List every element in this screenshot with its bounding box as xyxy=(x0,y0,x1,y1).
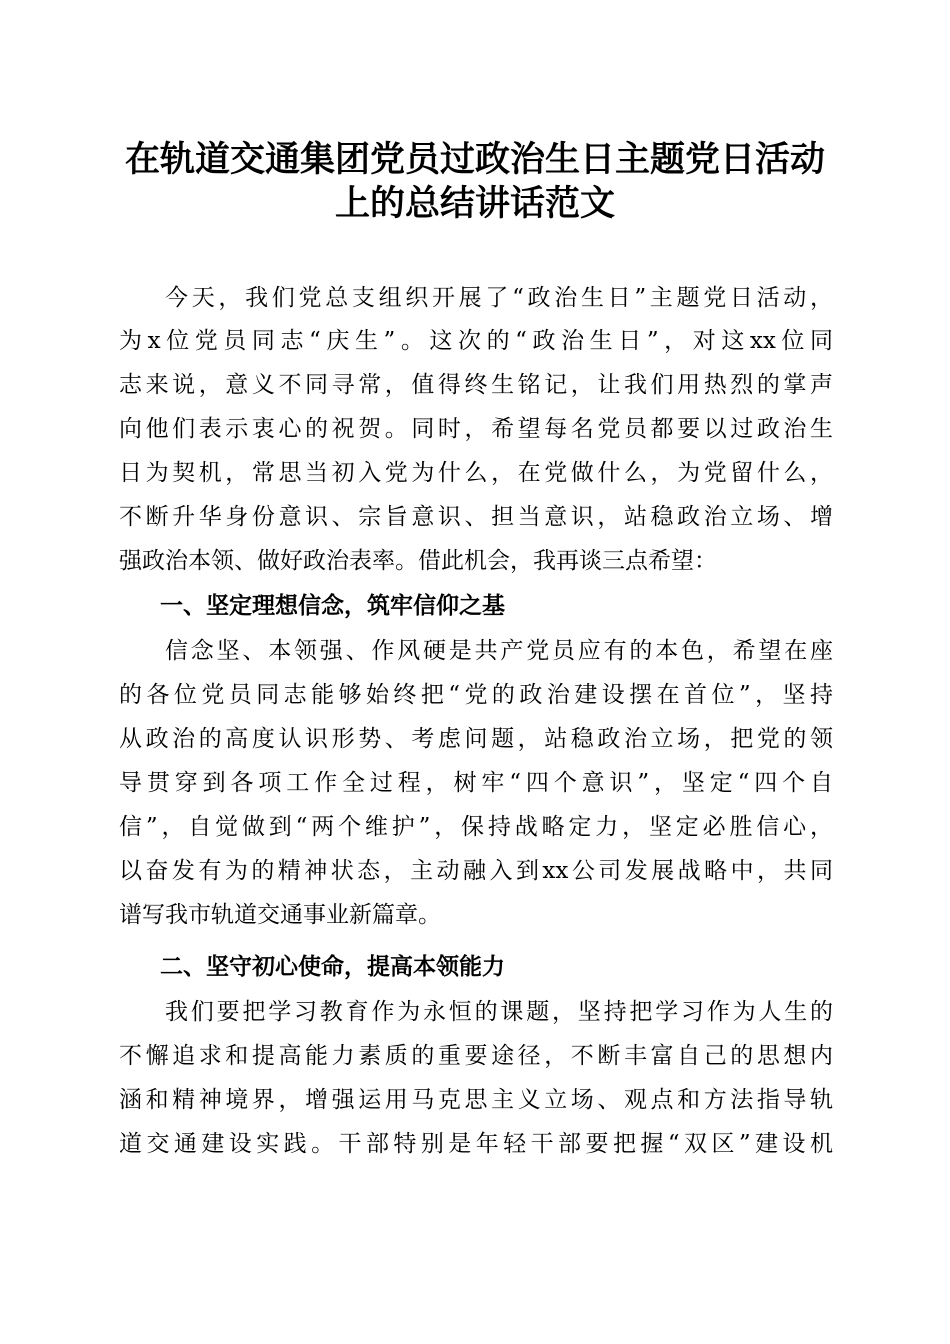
intro-line: 志来说，意义不同寻常，值得终生铭记，让我们用热烈的掌声 xyxy=(119,372,833,398)
intro-line: 为x位党员同志“庆生”。这次的“政治生日”，对这xx位同 xyxy=(119,328,833,354)
intro-line: 今天，我们党总支组织开展了“政治生日”主题党日活动， xyxy=(165,285,833,311)
section-2-line: 不懈追求和提高能力素质的重要途径，不断丰富自己的思想内 xyxy=(119,1043,833,1069)
document-title-line-1: 在轨道交通集团党员过政治生日主题党日活动 xyxy=(124,139,825,180)
section-1-heading: 一、坚定理想信念，筑牢信仰之基 xyxy=(160,593,505,619)
document-title-line-2: 上的总结讲话范文 xyxy=(334,183,615,224)
intro-line: 向他们表示衷心的祝贺。同时，希望每名党员都要以过政治生 xyxy=(119,416,833,442)
section-2-line: 涵和精神境界，增强运用马克思主义立场、观点和方法指导轨 xyxy=(119,1087,833,1113)
section-1-line: 以奋发有为的精神状态，主动融入到xx公司发展战略中，共同 xyxy=(119,858,833,884)
section-1-line: 的各位党员同志能够始终把“党的政治建设摆在首位”，坚持 xyxy=(119,682,833,708)
section-1-line: 导贯穿到各项工作全过程，树牢“四个意识”，坚定“四个自 xyxy=(119,770,833,796)
section-2-line: 道交通建设实践。干部特别是年轻干部要把握“双区”建设机 xyxy=(119,1131,833,1157)
section-1-line: 从政治的高度认识形势、考虑问题，站稳政治立场，把党的领 xyxy=(119,726,833,752)
section-1-line: 信念坚、本领强、作风硬是共产党员应有的本色，希望在座 xyxy=(165,638,833,664)
intro-line: 不断升华身份意识、宗旨意识、担当意识，站稳政治立场、增 xyxy=(119,504,833,530)
section-2-heading: 二、坚守初心使命，提高本领能力 xyxy=(160,954,505,980)
intro-line: 日为契机，常思当初入党为什么，在党做什么，为党留什么， xyxy=(119,460,833,486)
section-1-line: 信”，自觉做到“两个维护”，保持战略定力，坚定必胜信心， xyxy=(119,814,833,840)
intro-line: 强政治本领、做好政治表率。借此机会，我再谈三点希望： xyxy=(119,548,717,574)
section-1-line: 谱写我市轨道交通事业新篇章。 xyxy=(119,902,441,928)
section-2-line: 我们要把学习教育作为永恒的课题，坚持把学习作为人生的 xyxy=(165,999,833,1025)
